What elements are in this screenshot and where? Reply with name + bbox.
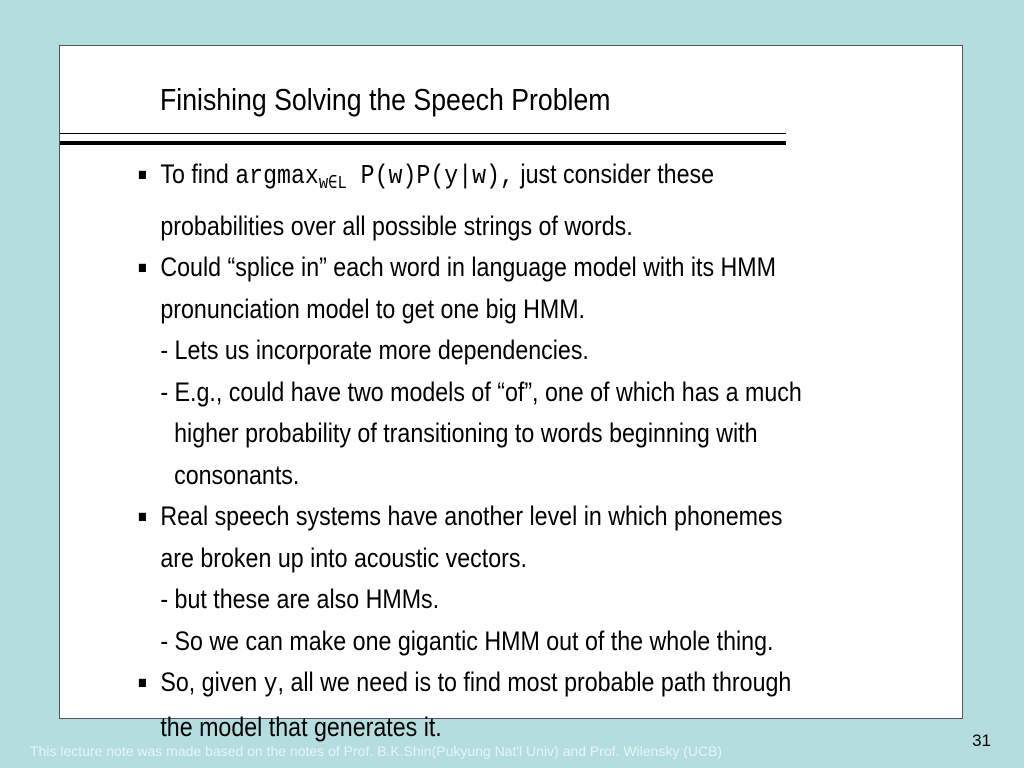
formula-expression: P(w)P(y|w), [346, 162, 514, 192]
slide-number: 31 [972, 731, 991, 750]
square-bullet-icon: ■ [138, 673, 147, 692]
title-divider-thick [60, 141, 786, 145]
square-bullet-icon: ■ [138, 165, 147, 184]
bullet-item [138, 247, 809, 330]
slide-body [138, 154, 809, 748]
square-bullet-icon: ■ [138, 507, 147, 526]
formula-argmax: argmax [235, 162, 319, 192]
bullet-text: , all we need is to find most probable path through the model that generates it. [160, 667, 792, 742]
slide-panel [59, 45, 963, 742]
footer-credit-note: This lecture note was made based on the notes of Prof. B.K.Shin(Pukyung Nat'l Univ) and Prof. Wilensky (UCB) [30, 743, 723, 759]
bullet-text: So, given [160, 667, 264, 697]
bullet-text: Could “splice in” each word in language model with its HMM pronunciation model to get one big HMM. [160, 252, 776, 324]
sub-item: - Lets us incorporate more dependencies. [160, 335, 589, 365]
sub-item: - but these are also HMMs. [160, 584, 440, 614]
bullet-item [138, 154, 809, 247]
title-divider-thin [60, 133, 786, 134]
bullet-text: Real speech systems have another level in which phonemes are broken up into acoustic vectors. [160, 501, 783, 573]
sub-item: - So we can make one gigantic HMM out of the whole thing. [160, 625, 774, 656]
bullet-text: To find [160, 159, 236, 189]
formula-subscript: w∈L [318, 174, 347, 194]
slide-title: Finishing Solving the Speech Problem [160, 82, 611, 117]
variable-y: y [263, 670, 278, 700]
bullet-item [138, 496, 809, 579]
square-bullet-icon: ■ [138, 258, 147, 277]
sub-item: - E.g., could have two models of “of”, one of which has a much higher probability of transitioning to words beginning with consonants. [160, 376, 802, 490]
bullet-text: just consider these probabilities over all possible strings of words. [160, 159, 715, 241]
bullet-item [138, 662, 809, 748]
